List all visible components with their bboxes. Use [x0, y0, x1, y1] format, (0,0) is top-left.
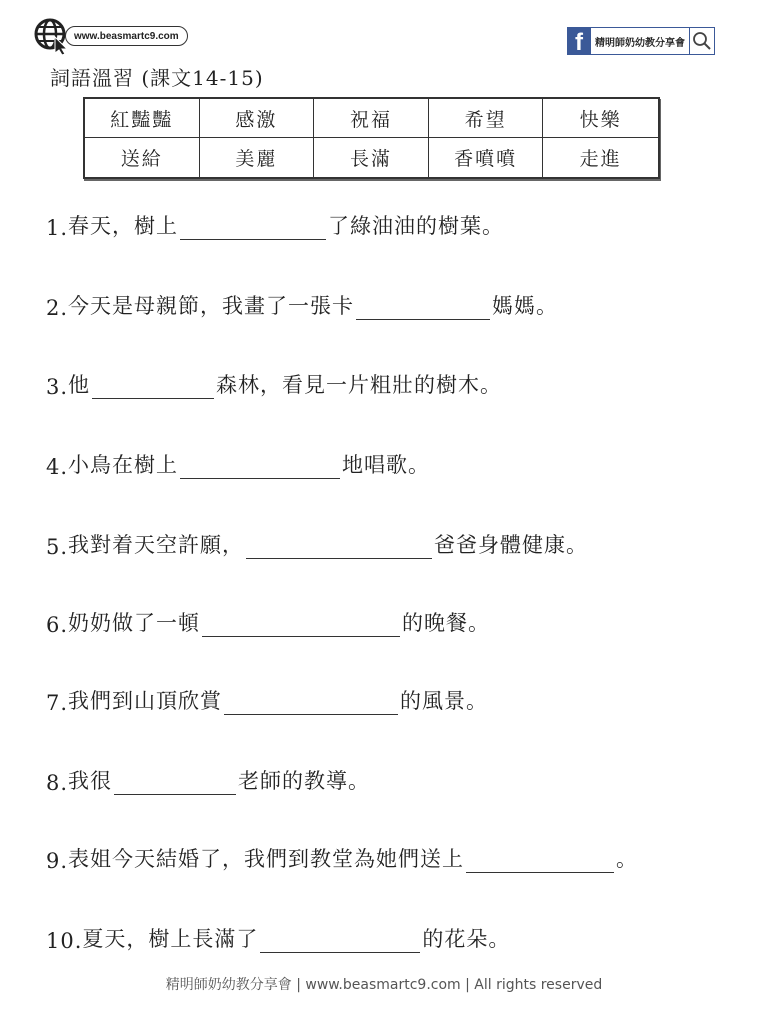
question-text-after: 媽媽。 [492, 294, 559, 318]
question-text-before: 他 [68, 373, 91, 397]
answer-blank[interactable] [356, 297, 490, 320]
question-number: 4. [46, 455, 69, 479]
question-6 [46, 607, 490, 637]
worksheet-title: 詞語溫習 (課文14-15) [50, 66, 264, 90]
question-number: 1. [46, 216, 69, 240]
vocab-cell: 感激 [200, 99, 315, 138]
facebook-page-badge [567, 27, 715, 55]
vocab-cell: 走進 [579, 148, 622, 170]
answer-blank[interactable] [202, 614, 400, 637]
question-1 [46, 210, 504, 240]
vocab-cell: 美麗 [200, 138, 315, 177]
question-7 [46, 685, 488, 715]
question-number: 5. [46, 535, 69, 559]
question-text-after: 的花朵。 [422, 927, 511, 951]
answer-blank[interactable] [180, 217, 326, 240]
answer-blank[interactable] [114, 772, 236, 795]
search-icon [690, 29, 714, 53]
question-number: 10. [46, 929, 83, 953]
answer-blank[interactable] [246, 536, 432, 559]
question-text-after: 的風景。 [400, 689, 489, 713]
question-8 [46, 765, 370, 795]
question-text-before: 今天是母親節，我畫了一張卡 [68, 294, 355, 318]
question-text-before: 我很 [68, 769, 113, 793]
answer-blank[interactable] [466, 850, 614, 873]
question-text-before: 夏天，樹上長滿了 [82, 927, 259, 951]
question-10 [46, 923, 510, 953]
question-2 [46, 290, 558, 320]
answer-blank[interactable] [260, 930, 420, 953]
answer-blank[interactable] [92, 376, 214, 399]
question-number: 3. [46, 375, 69, 399]
question-text-before: 春天，樹上 [68, 214, 179, 238]
site-logo [33, 16, 188, 56]
vocab-cell: 香噴噴 [429, 138, 544, 177]
question-9 [46, 843, 638, 873]
vocab-cell: 紅豔豔 [85, 99, 200, 138]
question-5 [46, 529, 588, 559]
question-4 [46, 449, 430, 479]
facebook-page-name: 精明師奶幼教分享會 [591, 28, 690, 54]
question-text-before: 我對着天空許願， [68, 533, 245, 557]
facebook-search-box [591, 27, 715, 55]
page-footer: 精明師奶幼教分享會 | www.beasmartc9.com | All rights reserved [165, 977, 603, 993]
vocabulary-table [83, 97, 660, 179]
question-text-after: 地唱歌。 [342, 453, 431, 477]
question-text-before: 小鳥在樹上 [68, 453, 179, 477]
question-number: 2. [46, 296, 69, 320]
vocab-cell: 送給 [85, 138, 200, 177]
question-text-after: 森林，看見一片粗壯的樹木。 [216, 373, 503, 397]
question-text-after: 爸爸身體健康。 [434, 533, 589, 557]
question-number: 6. [46, 613, 69, 637]
question-text-after: 。 [616, 847, 639, 871]
answer-blank[interactable] [180, 456, 340, 479]
vocab-cell: 快樂 [543, 99, 658, 138]
question-text-after: 了綠油油的樹葉。 [328, 214, 505, 238]
vocab-cell: 長滿 [314, 138, 429, 177]
question-text-before: 我們到山頂欣賞 [68, 689, 223, 713]
vocab-cell: 希望 [429, 99, 544, 138]
answer-blank[interactable] [224, 692, 398, 715]
facebook-icon: f [567, 27, 591, 55]
question-text-before: 表姐今天結婚了，我們到教堂為她們送上 [68, 847, 465, 871]
question-3 [46, 369, 502, 399]
question-text-before: 奶奶做了一頓 [68, 611, 201, 635]
vocab-cell: 祝福 [314, 99, 429, 138]
question-text-after: 老師的教導。 [238, 769, 371, 793]
question-number: 7. [46, 691, 69, 715]
question-number: 9. [46, 849, 69, 873]
question-number: 8. [46, 771, 69, 795]
question-text-after: 的晚餐。 [402, 611, 491, 635]
site-url: www.beasmartc9.com [65, 26, 188, 46]
